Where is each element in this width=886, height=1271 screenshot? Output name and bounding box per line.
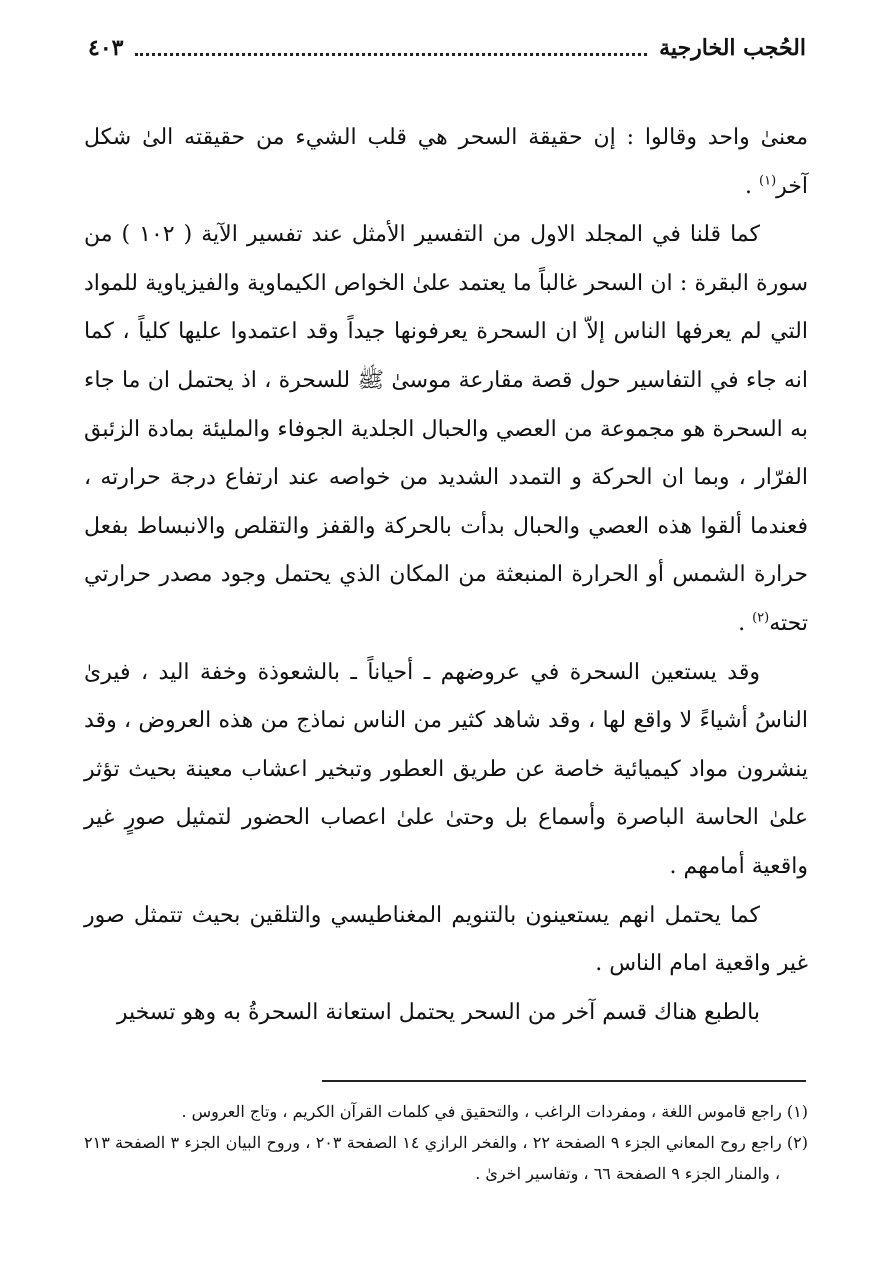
header-dot-leader — [135, 53, 647, 56]
footnote-ref-1: (١) — [759, 173, 777, 189]
running-head: الحُجب الخارجية — [659, 35, 806, 61]
paragraph-2-end: . — [738, 610, 753, 636]
paragraph-2 — [84, 211, 808, 648]
footnote-divider — [322, 1080, 806, 1082]
page-number: ٤٠٣ — [88, 35, 124, 61]
main-text — [84, 114, 808, 1037]
paragraph-1-end: . — [745, 173, 759, 199]
paragraph-4: كما يحتمل انهم يستعينون بالتنويم المغناطيسي والتلقين بحيث تتمثل صور غير واقعية امام الناس . — [84, 902, 808, 977]
paragraph-1 — [84, 114, 808, 211]
paragraph-5: بالطبع هناك قسم آخر من السحر يحتمل استعانة السحرةُ به وهو تسخير — [116, 999, 760, 1025]
page-header — [88, 30, 806, 66]
footnote-1: (١) راجع قاموس اللغة ، ومفردات الراغب ، والتحقيق في كلمات القرآن الكريم ، وتاج العروس . — [181, 1102, 808, 1121]
paragraph-2-text: كما قلنا في المجلد الاول من التفسير الأمثل عند تفسير الآية ( ١٠٢ ) من سورة البقرة : ان السحر غالباً ما يعتمد علىٰ الخواص الكيماوية والفيزياوية للمواد التي لم يعرفها الناس إلاّ ان السحرة يعرفونها جيداً وقد اعتمدوا عليها كلياً ، كما انه جاء في التفاسير حول قصة مقارعة موسىٰ ﷺ للسحرة ، اذ يحتمل ان ما جاء به السحرة هو مجموعة من العصي والحبال الجلدية الجوفاء والمليئة بمادة الزئبق الفرّار ، وبما ان الحركة و التمدد الشديد من خواصه عند ارتفاع درجة حرارته ، فعندما ألقوا هذه العصي والحبال بدأت بالحركة والقفز والتقلص والانبساط بفعل حرارة الشمس أو الحرارة المنبعثة من المكان الذي يحتمل وجود مصدر حرارتي تحته — [84, 222, 808, 636]
footnotes — [84, 1096, 808, 1189]
footnote-2: (٢) راجع روح المعاني الجزء ٩ الصفحة ٢٢ ، والفخر الرازي ١٤ الصفحة ٢٠٣ ، وروح البيان الجزء ٣ الصفحة ٢١٣ ، والمنار الجزء ٩ الصفحة ٦٦ ، وتفاسير اخرىٰ . — [84, 1133, 809, 1183]
paragraph-3: وقد يستعين السحرة في عروضهم ـ أحياناً ـ بالشعوذة وخفة اليد ، فيرىٰ الناسُ أشياءً لا واقع لها ، وقد شاهد كثير من الناس نماذج من هذه العروض ، وقد ينشرون مواد كيميائية خاصة عن طريق العطور وتبخير اعشاب معينة بحيث تؤثر علىٰ الحاسة الباصرة وأسماع بل وحتىٰ علىٰ اعصاب الحضور لتمثيل صورٍ غير واقعية أمامهم . — [84, 659, 808, 879]
footnote-ref-2: (٢) — [752, 610, 770, 626]
paragraph-1-text: معنىٰ واحد وقالوا : إن حقيقة السحر هي قلب الشيء من حقيقته الىٰ شكل آخر — [84, 125, 808, 199]
